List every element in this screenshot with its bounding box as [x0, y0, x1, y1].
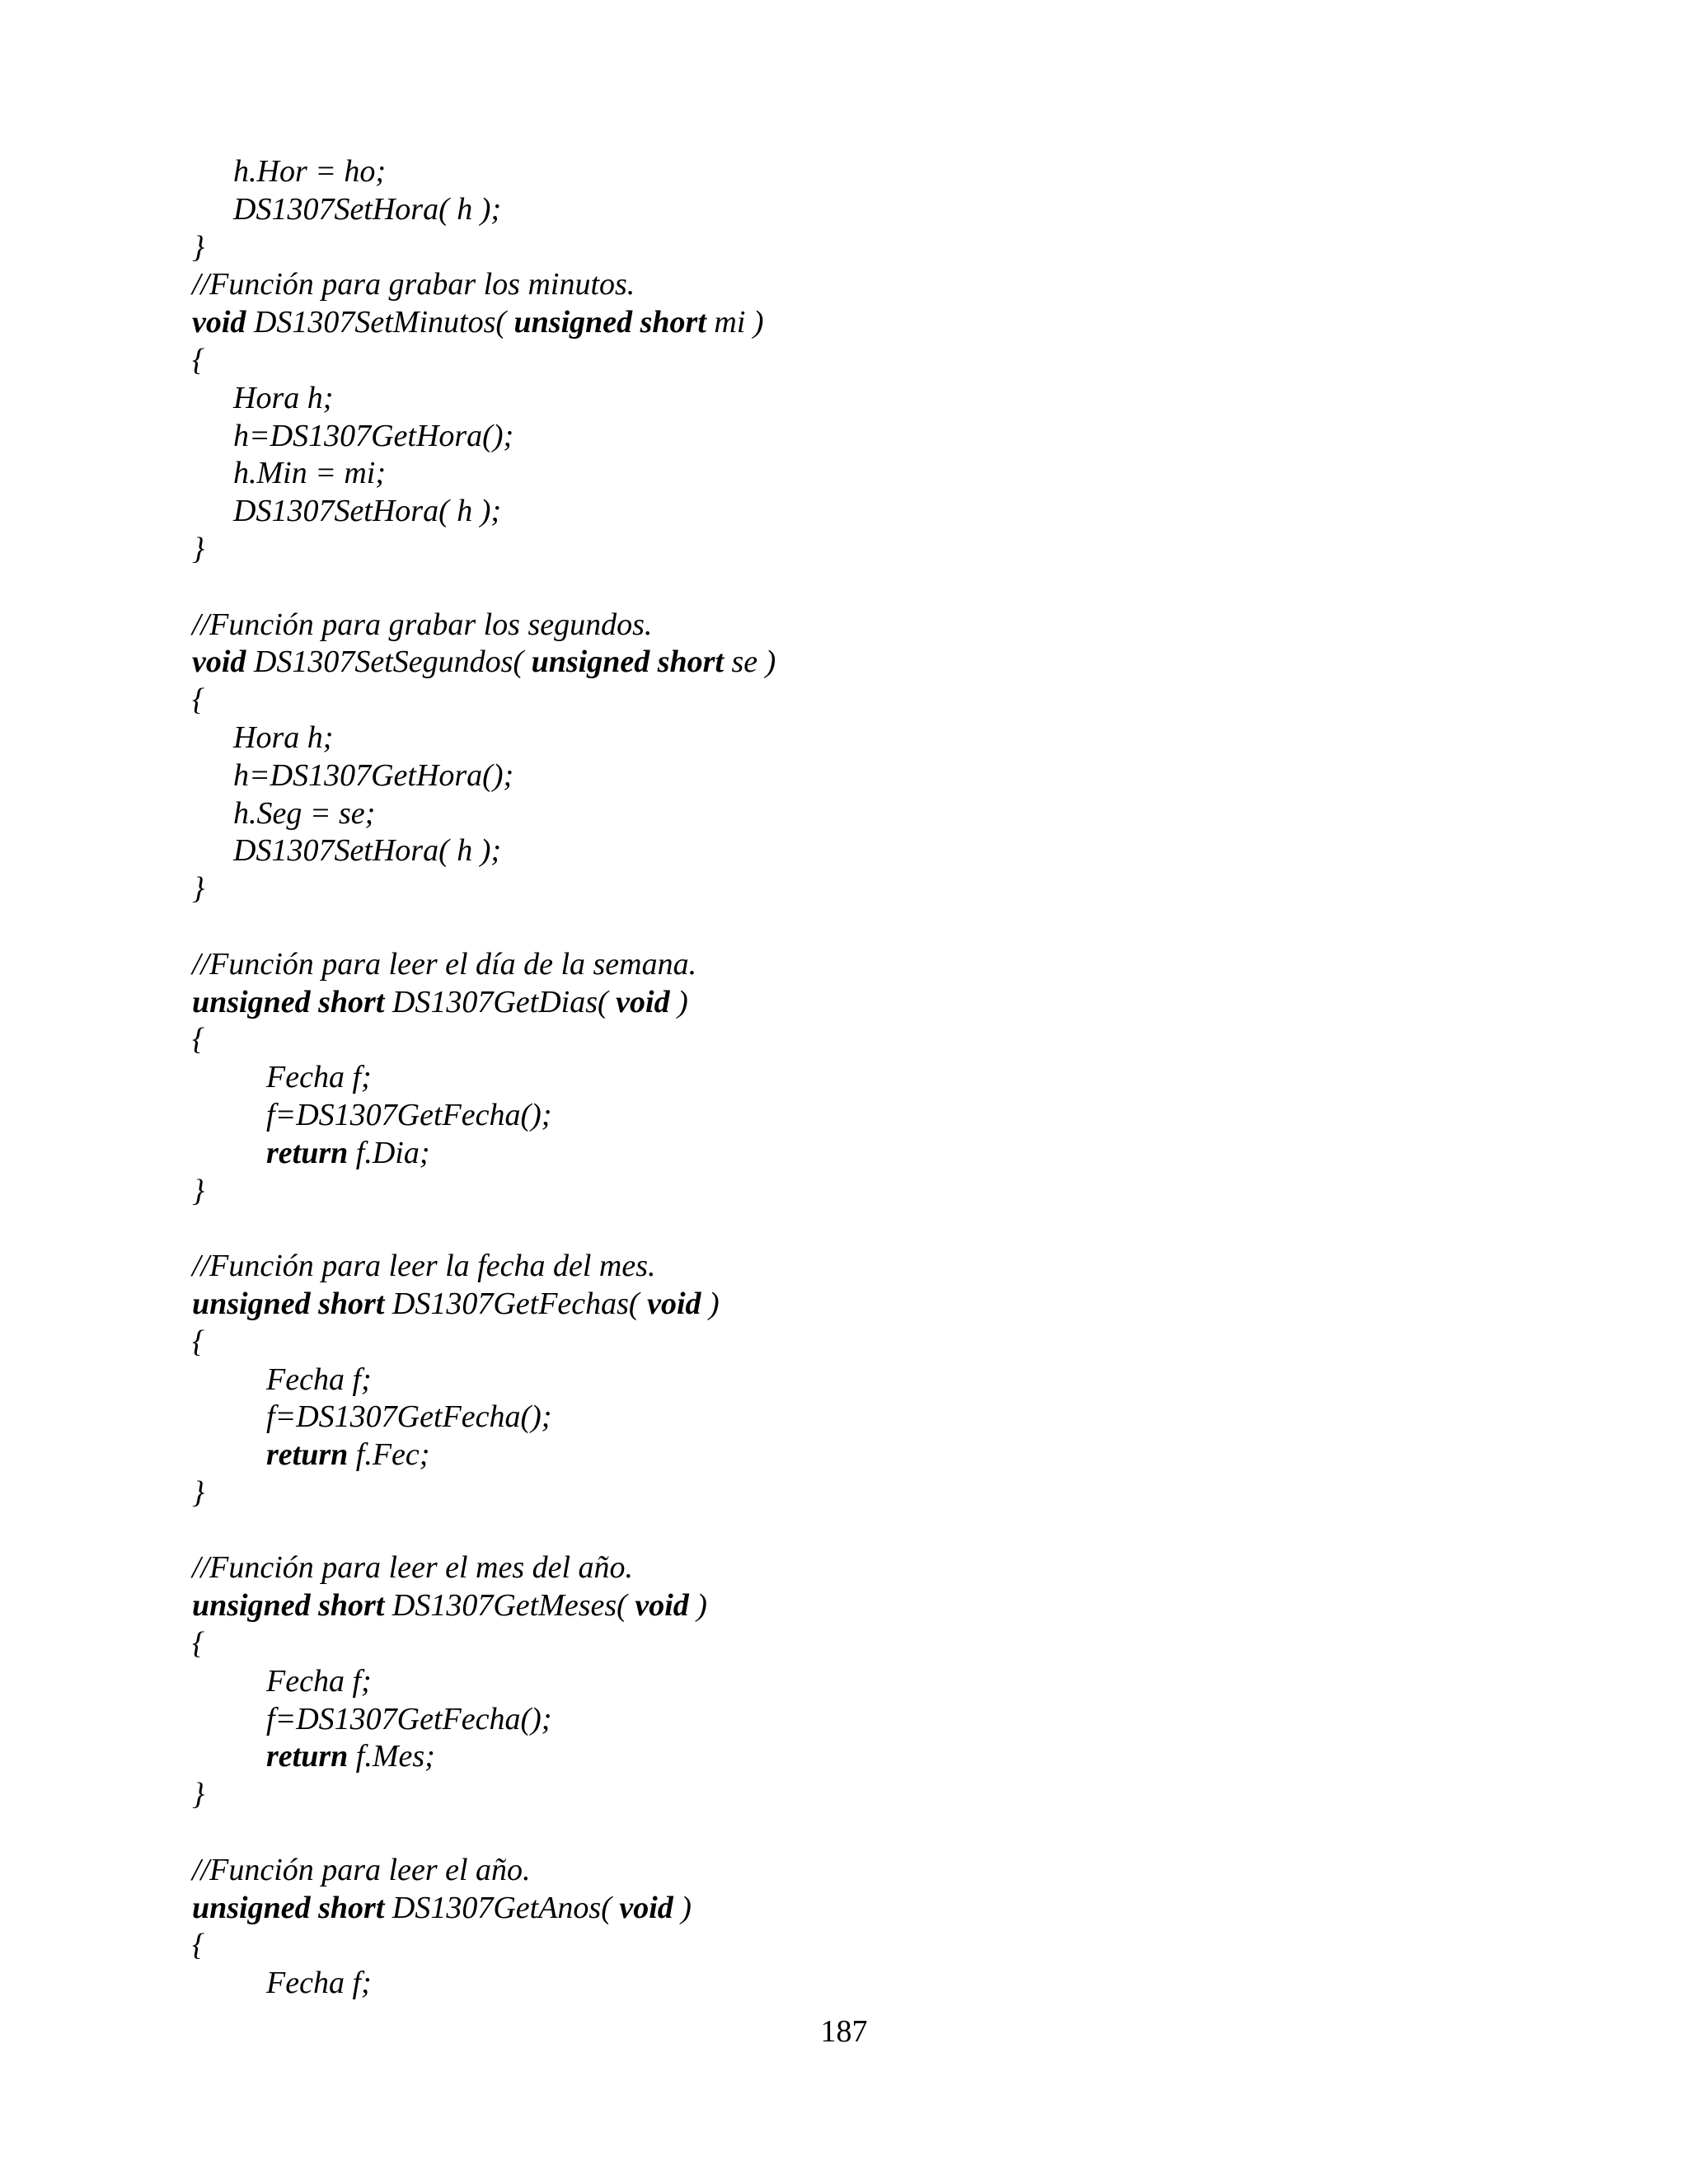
- code-text: f.Fec;: [348, 1437, 430, 1473]
- code-text: }: [192, 1474, 205, 1510]
- code-line: [192, 870, 1593, 908]
- code-text: DS1307SetHora( h );: [233, 494, 502, 529]
- code-text: }: [192, 229, 205, 265]
- code-text: }: [192, 531, 205, 566]
- code-text: DS1307SetMinutos(: [246, 305, 514, 340]
- code-text: {: [192, 682, 205, 718]
- blank-line: [192, 1512, 1593, 1550]
- code-line: [192, 229, 1593, 267]
- code-text: {: [192, 1626, 205, 1661]
- code-text: h.Min = mi;: [233, 456, 387, 491]
- code-text: DS1307SetSegundos(: [246, 644, 532, 680]
- code-keyword: void: [647, 1286, 701, 1321]
- code-keyword: unsigned short: [192, 1890, 385, 1925]
- code-line: [192, 1474, 1593, 1512]
- code-line: [192, 832, 1593, 870]
- code-text: se ): [724, 644, 776, 680]
- code-text: h.Seg = se;: [233, 795, 376, 831]
- code-text: DS1307GetMeses(: [384, 1588, 635, 1624]
- code-line: [192, 191, 1593, 229]
- code-line: [192, 1135, 1593, 1173]
- code-text: h.Hor = ho;: [233, 154, 387, 189]
- code-keyword: void: [192, 644, 246, 680]
- code-text: f=DS1307GetFecha();: [266, 1701, 552, 1736]
- code-line: [192, 1097, 1593, 1135]
- code-line: [192, 1361, 1593, 1399]
- code-line: [192, 682, 1593, 719]
- blank-line: [192, 569, 1593, 607]
- code-keyword: unsigned short: [513, 305, 706, 340]
- code-text: DS1307SetHora( h );: [233, 191, 502, 227]
- code-line: [192, 795, 1593, 833]
- code-line: [192, 304, 1593, 342]
- code-text: f=DS1307GetFecha();: [266, 1097, 552, 1132]
- code-text: mi ): [706, 305, 764, 340]
- code-text: //Función para grabar los minutos.: [192, 267, 635, 302]
- code-text: ): [669, 984, 688, 1019]
- code-line: [192, 380, 1593, 418]
- code-line: [192, 1625, 1593, 1663]
- blank-line: [192, 1814, 1593, 1852]
- code-line: [192, 946, 1593, 984]
- code-text: f=DS1307GetFecha();: [266, 1399, 552, 1435]
- code-line: [192, 1021, 1593, 1059]
- code-text: //Función para leer el mes del año.: [192, 1550, 634, 1586]
- code-text: ): [688, 1588, 707, 1624]
- code-line: [192, 1436, 1593, 1474]
- blank-line: [192, 1210, 1593, 1248]
- code-line: [192, 418, 1593, 456]
- code-text: Fecha f;: [266, 1361, 372, 1397]
- code-text: }: [192, 1173, 205, 1208]
- code-text: ): [673, 1890, 692, 1925]
- code-line: [192, 1399, 1593, 1436]
- code-line: [192, 455, 1593, 493]
- code-text: Fecha f;: [266, 1966, 372, 2001]
- code-text: ): [701, 1286, 720, 1321]
- code-text: Hora h;: [233, 380, 334, 415]
- code-keyword: unsigned short: [192, 984, 385, 1019]
- code-text: DS1307GetDias(: [384, 984, 617, 1019]
- code-text: {: [192, 342, 205, 377]
- code-line: [192, 342, 1593, 380]
- code-text: Hora h;: [233, 719, 334, 755]
- code-text: DS1307GetAnos(: [384, 1890, 620, 1925]
- code-line: [192, 1173, 1593, 1211]
- code-text: //Función para leer la fecha del mes.: [192, 1249, 656, 1284]
- code-line: [192, 153, 1593, 191]
- code-keyword: unsigned short: [531, 644, 724, 680]
- code-line: [192, 1701, 1593, 1739]
- code-text: {: [192, 1324, 205, 1359]
- code-text: h=DS1307GetHora();: [233, 757, 514, 793]
- code-line: [192, 1890, 1593, 1928]
- code-text: }: [192, 871, 205, 907]
- code-line: [192, 1286, 1593, 1324]
- code-line: [192, 1738, 1593, 1776]
- code-line: [192, 1549, 1593, 1587]
- code-keyword: void: [616, 984, 670, 1019]
- code-line: [192, 1059, 1593, 1097]
- code-line: [192, 984, 1593, 1022]
- code-line: [192, 1663, 1593, 1701]
- code-keyword: return: [266, 1739, 349, 1774]
- code-text: {: [192, 1022, 205, 1057]
- code-line: [192, 493, 1593, 531]
- code-line: [192, 1927, 1593, 1965]
- code-keyword: void: [192, 305, 246, 340]
- code-line: [192, 1852, 1593, 1890]
- code-line: [192, 1324, 1593, 1361]
- code-text: DS1307GetFechas(: [384, 1286, 648, 1321]
- blank-line: [192, 908, 1593, 946]
- code-keyword: return: [266, 1437, 349, 1473]
- code-text: f.Mes;: [348, 1739, 435, 1774]
- code-keyword: unsigned short: [192, 1286, 385, 1321]
- code-text: Fecha f;: [266, 1060, 372, 1095]
- code-line: [192, 719, 1593, 757]
- code-line: [192, 1248, 1593, 1286]
- code-text: }: [192, 1777, 205, 1812]
- code-line: [192, 644, 1593, 682]
- code-line: [192, 266, 1593, 304]
- code-text: //Función para grabar los segundos.: [192, 607, 653, 642]
- code-line: [192, 757, 1593, 795]
- code-text: //Función para leer el año.: [192, 1852, 531, 1887]
- code-text: {: [192, 1928, 205, 1963]
- code-text: f.Dia;: [348, 1135, 430, 1170]
- code-line: [192, 1587, 1593, 1625]
- code-keyword: void: [619, 1890, 673, 1925]
- page-number: 187: [820, 2014, 868, 2049]
- code-line: [192, 607, 1593, 644]
- code-text: DS1307SetHora( h );: [233, 833, 502, 869]
- code-text: Fecha f;: [266, 1663, 372, 1699]
- code-line: [192, 1776, 1593, 1814]
- code-text: h=DS1307GetHora();: [233, 418, 514, 453]
- code-keyword: unsigned short: [192, 1588, 385, 1624]
- code-text: //Función para leer el día de la semana.: [192, 946, 697, 982]
- code-line: [192, 531, 1593, 569]
- code-keyword: return: [266, 1135, 349, 1170]
- code-line: [192, 1965, 1593, 2003]
- code-keyword: void: [635, 1588, 689, 1624]
- code-listing: [192, 153, 1593, 2003]
